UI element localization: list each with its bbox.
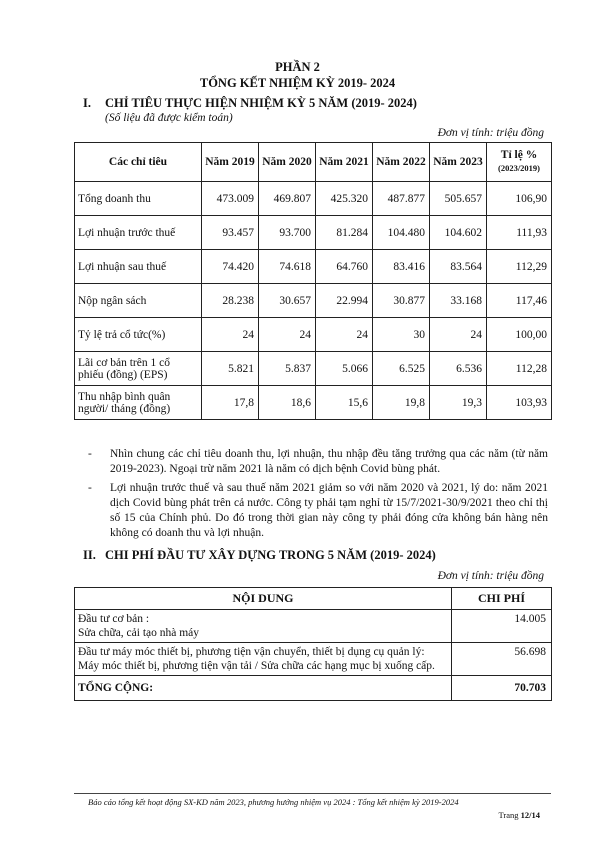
content-cell xyxy=(75,643,452,676)
ratio-cell: 103,93 xyxy=(487,386,552,420)
table-row xyxy=(75,182,552,216)
year-value-cell: 33.168 xyxy=(430,284,487,318)
ratio-cell: 112,28 xyxy=(487,352,552,386)
year-value-cell: 19,3 xyxy=(430,386,487,420)
row-label: Nộp ngân sách xyxy=(75,284,202,318)
table-row xyxy=(75,610,552,643)
year-value-cell: 5.066 xyxy=(316,352,373,386)
part-heading: PHẦN 2 xyxy=(275,60,320,74)
ratio-cell: 106,90 xyxy=(487,182,552,216)
commentary-item xyxy=(88,481,548,541)
year-value-cell: 505.657 xyxy=(430,182,487,216)
year-value-cell: 74.618 xyxy=(259,250,316,284)
table-row xyxy=(75,643,552,676)
year-value-cell: 30.657 xyxy=(259,284,316,318)
cost-cell: 56.698 xyxy=(452,643,552,676)
performance-table xyxy=(74,142,552,420)
section1-unit: Đơn vị tính: triệu đồng xyxy=(437,127,544,139)
year-value-cell: 6.536 xyxy=(430,352,487,386)
investment-table xyxy=(74,587,552,701)
year-value-cell: 24 xyxy=(202,318,259,352)
year-value-cell: 64.760 xyxy=(316,250,373,284)
ratio-sublabel: (2023/2019) xyxy=(497,163,541,173)
bullet-dash: - xyxy=(88,448,92,460)
ratio-cell: 100,00 xyxy=(487,318,552,352)
table-row xyxy=(75,284,552,318)
table-row xyxy=(75,352,552,386)
footer-divider xyxy=(74,793,551,794)
content-line: Máy móc thiết bị, phương tiện vận tải / Sửa chữa các hạng mục bị xuống cấp. xyxy=(78,660,435,672)
section2-heading xyxy=(83,548,436,563)
table-header-row xyxy=(75,143,552,182)
year-value-cell: 487.877 xyxy=(373,182,430,216)
column-header-year: Năm 2022 xyxy=(373,143,430,182)
row-label: Tỷ lệ trả cổ tức(%) xyxy=(75,318,202,352)
cost-cell: 14.005 xyxy=(452,610,552,643)
table-row xyxy=(75,216,552,250)
year-value-cell: 425.320 xyxy=(316,182,373,216)
column-header-indicator: Các chỉ tiêu xyxy=(75,143,202,182)
table-row xyxy=(75,386,552,420)
year-value-cell: 83.416 xyxy=(373,250,430,284)
column-header-cost: CHI PHÍ xyxy=(452,588,552,610)
bullet-dash: - xyxy=(88,482,92,494)
column-header-year: Năm 2020 xyxy=(259,143,316,182)
year-value-cell: 24 xyxy=(316,318,373,352)
column-header-year: Năm 2021 xyxy=(316,143,373,182)
year-value-cell: 5.821 xyxy=(202,352,259,386)
year-value-cell: 24 xyxy=(430,318,487,352)
year-value-cell: 104.480 xyxy=(373,216,430,250)
total-label: TỔNG CỘNG: xyxy=(75,676,452,701)
section1-heading xyxy=(83,96,417,111)
row-label: Thu nhập bình quân người/ tháng (đồng) xyxy=(75,386,202,420)
content-cell xyxy=(75,610,452,643)
ratio-cell: 117,46 xyxy=(487,284,552,318)
table-row xyxy=(75,318,552,352)
column-header-year: Năm 2023 xyxy=(430,143,487,182)
audit-note: (Số liệu đã được kiểm toán) xyxy=(105,112,233,124)
section1-title: CHỈ TIÊU THỰC HIỆN NHIỆM KỲ 5 NĂM (2019- 2024) xyxy=(105,96,417,110)
year-value-cell: 469.807 xyxy=(259,182,316,216)
year-value-cell: 24 xyxy=(259,318,316,352)
year-value-cell: 93.700 xyxy=(259,216,316,250)
section2-title: CHI PHÍ ĐẦU TƯ XÂY DỰNG TRONG 5 NĂM (2019- 2024) xyxy=(105,548,436,562)
page-number xyxy=(499,810,541,820)
year-value-cell: 19,8 xyxy=(373,386,430,420)
row-label: Lợi nhuận trước thuế xyxy=(75,216,202,250)
page-prefix: Trang xyxy=(498,810,519,820)
total-cost: 70.703 xyxy=(452,676,552,701)
year-value-cell: 30.877 xyxy=(373,284,430,318)
row-label: Lãi cơ bản trên 1 cổ phiếu (đồng) (EPS) xyxy=(75,352,202,386)
year-value-cell: 5.837 xyxy=(259,352,316,386)
column-header-year: Năm 2019 xyxy=(202,143,259,182)
table-header-row xyxy=(75,588,552,610)
row-label: Tổng doanh thu xyxy=(75,182,202,216)
year-value-cell: 473.009 xyxy=(202,182,259,216)
column-header-ratio xyxy=(487,143,552,182)
commentary-list xyxy=(88,447,548,545)
year-value-cell: 6.525 xyxy=(373,352,430,386)
content-line: Sửa chữa, cải tạo nhà máy xyxy=(78,627,200,639)
table-row xyxy=(75,250,552,284)
year-value-cell: 83.564 xyxy=(430,250,487,284)
ratio-cell: 111,93 xyxy=(487,216,552,250)
ratio-label: Tỉ lệ % xyxy=(500,149,538,161)
section2-unit: Đơn vị tính: triệu đồng xyxy=(437,570,544,582)
ratio-cell: 112,29 xyxy=(487,250,552,284)
column-header-content: NỘI DUNG xyxy=(75,588,452,610)
commentary-text: Lợi nhuận trước thuế và sau thuế năm 2021 giảm so với năm 2020 và 2021, lý do: năm 2021 dịch Covid bùng phát trên cả nước. Công ty phải tạm nghỉ từ 15/7/2021-30/9/2021 theo chỉ thị số 15 của Chính phủ. Do đó trong thời gian này công ty phải đóng cửa không bán hàng nên không có doanh thu và lợi nhuận. xyxy=(110,482,548,539)
commentary-text: Nhìn chung các chỉ tiêu doanh thu, lợi nhuận, thu nhập đều tăng trưởng qua các năm (từ năm 2019-2023). Ngoại trừ năm 2021 là năm có dịch bệnh Covid bùng phát. xyxy=(110,448,548,475)
year-value-cell: 93.457 xyxy=(202,216,259,250)
page-value: 12/14 xyxy=(520,810,540,820)
part-title: TỔNG KẾT NHIỆM KỲ 2019- 2024 xyxy=(199,76,396,90)
section1-number: I. xyxy=(83,96,91,110)
total-row xyxy=(75,676,552,701)
year-value-cell: 22.994 xyxy=(316,284,373,318)
year-value-cell: 104.602 xyxy=(430,216,487,250)
year-value-cell: 18,6 xyxy=(259,386,316,420)
year-value-cell: 17,8 xyxy=(202,386,259,420)
year-value-cell: 81.284 xyxy=(316,216,373,250)
content-line: Đầu tư máy móc thiết bị, phương tiện vận chuyển, thiết bị dụng cụ quản lý: xyxy=(78,646,425,658)
commentary-item xyxy=(88,447,548,477)
year-value-cell: 30 xyxy=(373,318,430,352)
year-value-cell: 15,6 xyxy=(316,386,373,420)
row-label: Lợi nhuận sau thuế xyxy=(75,250,202,284)
section2-number: II. xyxy=(83,548,96,562)
year-value-cell: 28.238 xyxy=(202,284,259,318)
content-line: Đầu tư cơ bản : xyxy=(78,613,150,625)
footer-text: Báo cáo tổng kết hoạt động SX-KD năm 2023, phương hướng nhiệm vụ 2024 : Tổng kết nhiệm kỳ 2019-2024 xyxy=(88,797,459,807)
year-value-cell: 74.420 xyxy=(202,250,259,284)
